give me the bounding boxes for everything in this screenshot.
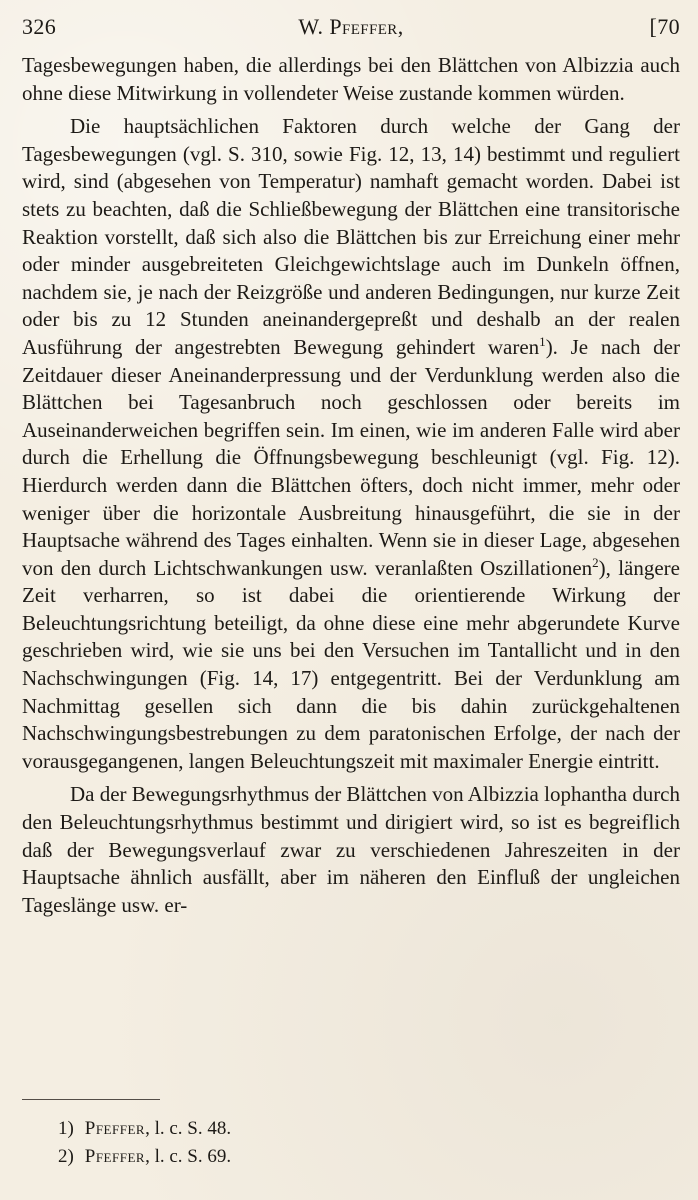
text-segment: Da der Bewegungsrhythmus der Blättchen von Albizzia lophantha durch den Beleuchtungsrhythmus bestimmt und dirigiert wird, so ist es begreiflich daß der Bewegungsverlauf zwar zu verschiedenen Jahreszeiten in der Hauptsache ähnlich ausfällt, aber im näheren den Einfluß der ungleichen Tageslänge usw. er- [22, 782, 681, 917]
footnote-number: 1) [58, 1118, 74, 1139]
footnotes [58, 1115, 680, 1171]
footnote-reference: , l. c. S. 48. [145, 1118, 232, 1139]
footnote-2 [58, 1143, 680, 1171]
paragraph-1 [22, 52, 680, 107]
text-segment: ). Je nach der Zeitdauer dieser Aneinanderpressung und der Verdunklung werden also die Blättchen bei Tagesanbruch noch geschlossen oder bereits im Auseinanderweichen begriffen sein. Im einen, wie im anderen Falle wird aber durch die Erhellung die Öffnungsbewegung beschleunigt (vgl. Fig. 12). Hierdurch werden dann die Blättchen öfters, doch nicht immer, mehr oder weniger über die horizontale Ausbreitung hinausgeführt, die sie in der Hauptsache während des Tages einhalten. Wenn sie in dieser Lage, abgesehen von den durch Lichtschwankungen usw. veranlaßten Oszillationen [22, 334, 680, 580]
footnote-marker-2: 2 [592, 554, 599, 570]
paragraph-2 [22, 113, 680, 775]
footnote-divider [22, 1099, 160, 1100]
footnote-author: Pfeffer [84, 1146, 146, 1167]
page-header [22, 10, 680, 44]
text-segment: ), längere Zeit verharren, so ist dabei die orientierende Wirkung der Beleuchtungsrichtung beteiligt, da ohne diese eine mehr abgerundete Kurve geschrieben wird, wie sie uns bei den Versuchen im Tantallicht und in den Nachschwingungen (Fig. 14, 17) entgegentritt. Bei der Verdunklung am Nachmittag gesellen sich dann die bis dahin zurückgehaltenen Nachschwingungsbestrebungen zu dem paratonischen Erfolge, der nach der vorausgegangenen, langen Beleuchtungszeit mit maximaler Energie eintritt. [22, 555, 680, 773]
body-text [22, 52, 680, 919]
text-segment: Tagesbewegungen haben, die allerdings bei den Blättchen von Albizzia auch ohne diese Mitwirkung in vollendeter Weise zustande kommen würden. [22, 53, 680, 105]
section-marker: [70 [649, 14, 680, 39]
paragraph-3 [22, 781, 680, 919]
footnote-author: Pfeffer [84, 1118, 146, 1139]
footnote-reference: , l. c. S. 69. [145, 1146, 232, 1167]
footnote-number: 2) [58, 1146, 74, 1167]
footnote-1 [58, 1115, 680, 1143]
page-number: 326 [22, 14, 57, 39]
footnote-marker-1: 1 [539, 333, 546, 349]
running-head: W. Pfeffer, [298, 14, 404, 39]
text-segment: Die hauptsächlichen Faktoren durch welche der Gang der Tagesbewegungen (vgl. S. 310, sowie Fig. 12, 13, 14) bestimmt und reguliert wird, sind (abgesehen von Temperatur) namhaft gemacht worden. Dabei ist stets zu beachten, daß die Schließbewegung der Blättchen eine transitorische Reaktion vorstellt, daß sich also die Blättchen bis zur Erreichung einer mehr oder minder ausgebreiteten Gleichgewichtslage auch im Dunkeln öffnen, nachdem sie, je nach der Reizgröße und anderen Bedingungen, nur kurze Zeit oder bis zu 12 Stunden aneinandergepreßt und deshalb an der realen Ausführung der angestrebten Bewegung gehindert waren [22, 114, 680, 359]
